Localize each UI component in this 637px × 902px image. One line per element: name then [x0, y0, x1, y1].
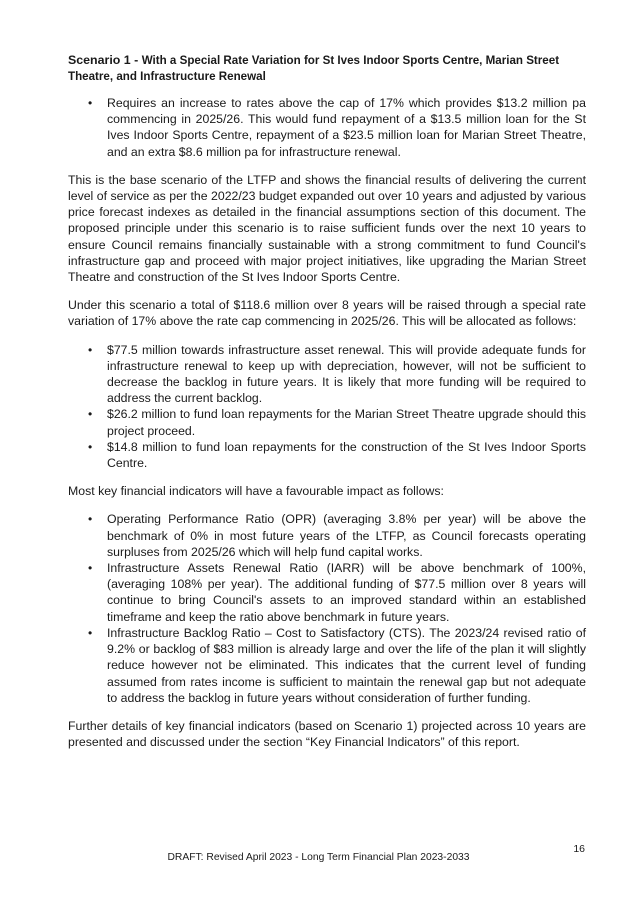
- requires-list: [68, 95, 586, 160]
- bullet-icon: •: [88, 512, 93, 527]
- document-page: [68, 52, 586, 750]
- closing-paragraph: Further details of key financial indicators (based on Scenario 1) projected across 10 years are presented and discussed under the section “Key Financial Indicators” of this report.: [68, 718, 586, 750]
- list-item: [68, 560, 586, 625]
- list-item-text: $77.5 million towards infrastructure asset renewal. This will provide adequate funds for infrastructure renewal to keep up with depreciation, however, will not be sufficient to decrease the backlog in future years. It is likely that more funding will be required to address the current backlog.: [107, 342, 586, 406]
- scenario-heading-title: With a Special Rate Variation for St Ives Indoor Sports Centre, Marian Street Theatre, and Infrastructure Renewal: [68, 54, 560, 83]
- indicators-list: [68, 511, 586, 705]
- bullet-icon: •: [88, 439, 93, 454]
- bullet-icon: •: [88, 342, 93, 357]
- allocation-list: [68, 342, 586, 472]
- list-item: [68, 625, 586, 706]
- scenario-heading-lead: Scenario 1 -: [68, 53, 142, 67]
- list-item: [68, 95, 586, 160]
- list-item-text: Infrastructure Assets Renewal Ratio (IARR) will be above benchmark of 100%, (averaging 108% per year). The additional funding of $77.5 million over 8 years will continue to bring Council's assets to an improved standard within an established timeframe and keep the ratio above benchmark in future years.: [107, 561, 586, 624]
- list-item-text: Requires an increase to rates above the cap of 17% which provides $13.2 million pa commencing in 2025/26. This would fund repayment of a $13.5 million loan for the St Ives Indoor Sports Centre, repayment of a $23.5 million loan for Marian Street Theatre, and an extra $8.6 million pa for infrastructure renewal.: [107, 96, 586, 159]
- list-item: [68, 406, 586, 438]
- list-item: [68, 439, 586, 471]
- list-item: [68, 511, 586, 560]
- list-item-text: Operating Performance Ratio (OPR) (averaging 3.8% per year) will be above the benchmark of 0% in most future years of the LTFP, as Council forecasts operating surpluses from 2025/26 which will help fund capital works.: [107, 512, 586, 559]
- base-scenario-paragraph: This is the base scenario of the LTFP and shows the financial results of delivering the current level of service as per the 2022/23 budget expanded out over 10 years and adjusted by various price forecast indexes as detailed in the financial assumptions section of this document. The proposed principle under this scenario is to raise sufficient funds over the next 10 years to ensure Council remains financially sustainable with a strong commitment to fund Council's infrastructure gap and proceed with major project initiatives, like upgrading the Marian Street Theatre and construction of the St Ives Indoor Sports Centre.: [68, 172, 586, 285]
- page-footer: DRAFT: Revised April 2023 - Long Term Financial Plan 2023-2033: [167, 852, 470, 863]
- list-item-text: $26.2 million to fund loan repayments for the Marian Street Theatre upgrade should this project proceed.: [107, 407, 586, 438]
- list-item-text: Infrastructure Backlog Ratio – Cost to Satisfactory (CTS). The 2023/24 revised ratio of 9.2% or backlog of $83 million is already large and over the life of the plan it will slightly reduce however not be eliminated. This indicates that the current level of funding assumed from rates income is sufficient to maintain the renewal gap but not adequate to address the backlog in future years without consideration of further funding.: [107, 625, 586, 705]
- bullet-icon: •: [88, 625, 93, 640]
- scenario-heading: [68, 52, 586, 85]
- list-item: [68, 342, 586, 407]
- page-number: 16: [573, 843, 585, 855]
- list-item-text: $14.8 million to fund loan repayments for the construction of the St Ives Indoor Sports Centre.: [107, 439, 586, 471]
- bullet-icon: •: [88, 96, 93, 110]
- indicators-intro: Most key financial indicators will have a favourable impact as follows:: [68, 484, 444, 499]
- bullet-icon: •: [88, 407, 93, 422]
- allocation-paragraph: Under this scenario a total of $118.6 million over 8 years will be raised through a special rate variation of 17% above the rate cap commencing in 2025/26. This will be allocated as follows:: [68, 298, 586, 329]
- bullet-icon: •: [88, 561, 93, 576]
